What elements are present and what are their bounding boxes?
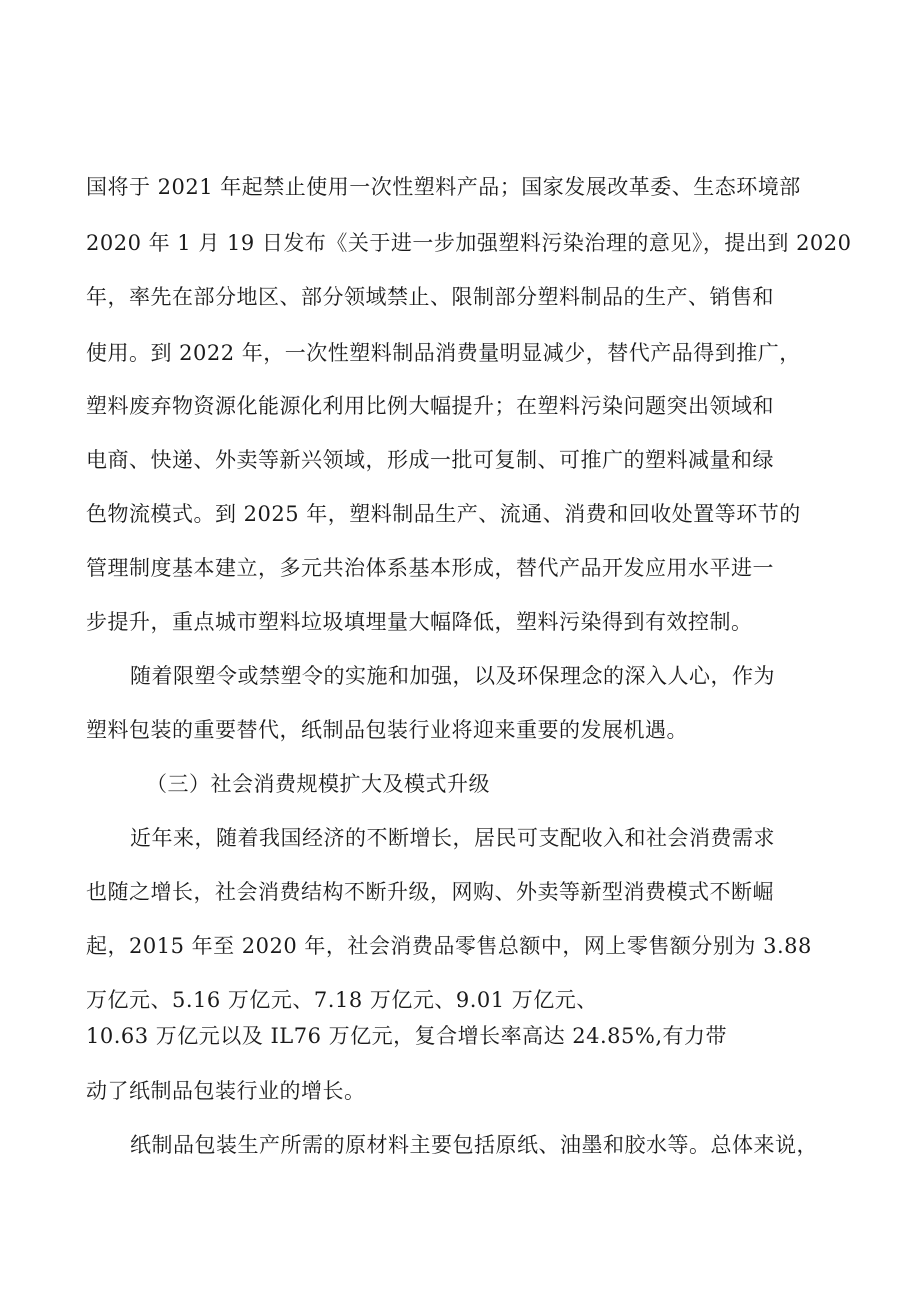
body-text-line: 万亿元、5.16 万亿元、7.18 万亿元、9.01 万亿元、 [86, 988, 598, 1012]
body-text-line: 管理制度基本建立，多元共治体系基本形成，替代产品开发应用水平进一 [86, 556, 774, 580]
body-text-line: 使用。到 2022 年，一次性塑料制品消费量明显减少，替代产品得到推广， [86, 341, 801, 365]
body-text-line: 10.63 万亿元以及 IL76 万亿元，复合增长率高达 24.85%,有力带 [86, 1024, 728, 1048]
body-text-line: 动了纸制品包装行业的增长。 [86, 1079, 366, 1103]
body-text-line: 纸制品包装生产所需的原材料主要包括原纸、油墨和胶水等。总体来说， [130, 1133, 818, 1157]
body-text-line: 年，率先在部分地区、部分领域禁止、限制部分塑料制品的生产、销售和 [86, 285, 774, 309]
body-text-line: 步提升，重点城市塑料垃圾填埋量大幅降低，塑料污染得到有效控制。 [86, 610, 753, 634]
body-text-line: 起，2015 年至 2020 年，社会消费品零售总额中，网上零售额分别为 3.88 [86, 934, 812, 958]
body-text-line: 也随之增长，社会消费结构不断升级，网购、外卖等新型消费模式不断崛 [86, 880, 774, 904]
body-text-line: 塑料包装的重要替代，纸制品包装行业将迎来重要的发展机遇。 [86, 718, 688, 742]
body-text-line: 近年来，随着我国经济的不断增长，居民可支配收入和社会消费需求 [130, 826, 775, 850]
body-text-line: 2020 年 1 月 19 日发布《关于进一步加强塑料污染治理的意见》，提出到 2020 [86, 231, 852, 255]
body-text-line: 国将于 2021 年起禁止使用一次性塑料产品；国家发展改革委、生态环境部 [86, 175, 801, 199]
body-text-line: 色物流模式。到 2025 年，塑料制品生产、流通、消费和回收处置等环节的 [86, 502, 801, 526]
body-text-line: 电商、快递、外卖等新兴领域，形成一批可复制、可推广的塑料减量和绿 [86, 448, 774, 472]
body-text-line: 随着限塑令或禁塑令的实施和加强，以及环保理念的深入人心，作为 [130, 664, 775, 688]
section-heading: （三）社会消费规模扩大及模式升级 [146, 772, 490, 796]
body-text-line: 塑料废弃物资源化能源化利用比例大幅提升；在塑料污染问题突出领域和 [86, 394, 774, 418]
